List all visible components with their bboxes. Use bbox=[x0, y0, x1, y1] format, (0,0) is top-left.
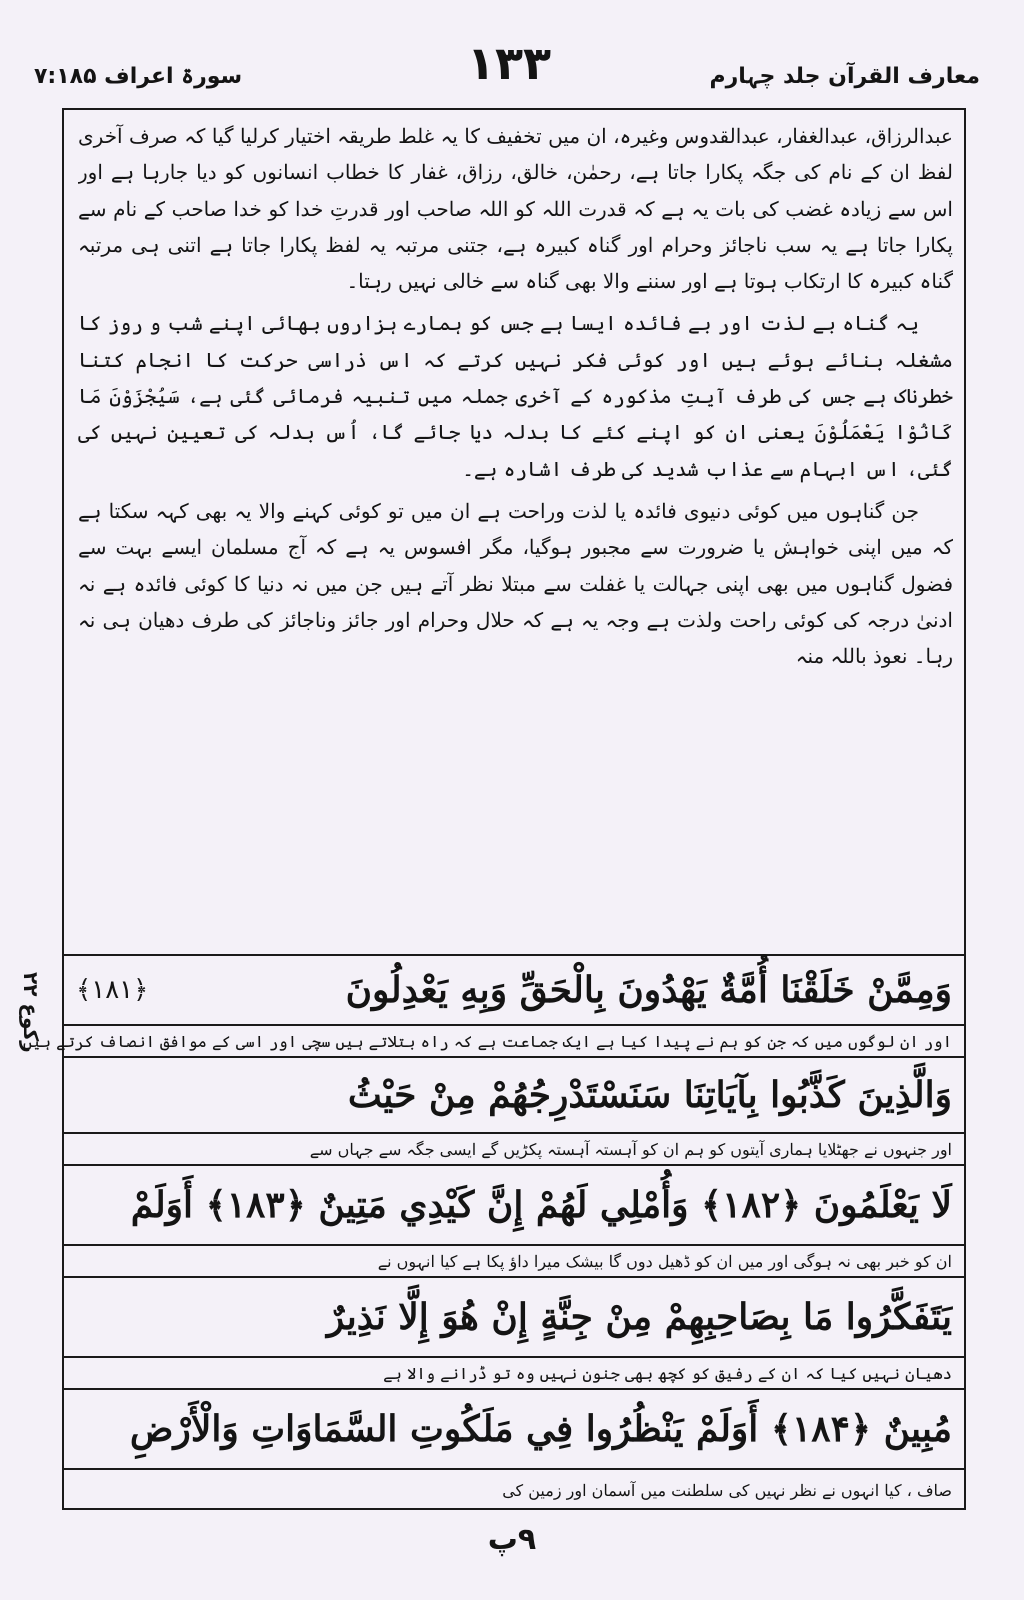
arabic-text: وَمِمَّنْ خَلَقْنَا أُمَّةٌ يَهْدُونَ بِالْحَقِّ وَبِهِ يَعْدِلُونَ bbox=[345, 969, 952, 1011]
translation-line bbox=[22, 1024, 966, 1056]
arabic-text: لَا يَعْلَمُونَ ﴿۱۸۲﴾ وَأُمْلِي لَهُمْ إِنَّ كَيْدِي مَتِينٌ ﴿۱۸۳﴾ أَوَلَمْ bbox=[130, 1184, 952, 1226]
quran-arabic-line bbox=[62, 1276, 966, 1356]
commentary-paragraph: یہ گناہ بے لذت اور بے فائدہ ایسا ہے جس کو ہمارے ہزاروں بھائی اپنے شب و روز کا مشغلہ بنائے ہوئے ہیں اور کوئی فکر نہیں کرتے کہ اس ذراسی حرکت کا انجام کتنا خطرناک ہے جس کی طرف آیتِ مذکورہ کے آخری جملہ میں تنبیہ فرمائی گئی ہے، سَيُجْزَوْنَ مَا كَانُوْا يَعْمَلُوْنَ یعنی ان کو اپنے کئے کا بدلہ دیا جائے گا، اُس بدلہ کی تعیین نہیں کی گئی، اس ابہام سے عذاب شدید کی طرف اشارہ ہے۔ bbox=[78, 311, 953, 481]
quran-arabic-line bbox=[62, 954, 966, 1024]
page-number: ۱۳۳ bbox=[466, 36, 552, 90]
translation-text: صاف ، کیا انہوں نے نظر نہیں کی سلطنت میں آسمان اور زمین کی bbox=[502, 1480, 952, 1500]
translation-line bbox=[62, 1132, 966, 1164]
commentary-paragraph: جن گناہوں میں کوئی دنیوی فائدہ یا لذت وراحت ہے ان میں تو کوئی کہنے والا یہ بھی کہہ سکتا ہے کہ میں اپنی خواہش یا ضرورت سے مجبور ہوگیا، مگر افسوس یہ ہے کہ آج مسلمان ایسے بہت سے فضول گناہوں میں بھی اپنی جہالت یا غفلت سے مبتلا نظر آتے ہیں جن میں نہ دنیا کا کوئی فائدہ ہے نہ ادنیٰ درجہ کی کوئی راحت ولذت ہے وجہ یہ ہے کہ حلال وحرام اور جائز وناجائز کی طرف دھیان ہی نہ رہا۔ نعوذ باللہ منہ bbox=[78, 498, 953, 669]
translation-line bbox=[62, 1244, 966, 1276]
page-header bbox=[30, 36, 988, 108]
ruku-margin-note: رکوع ۲۲ bbox=[19, 971, 43, 1053]
translation-line bbox=[62, 1356, 966, 1388]
book-title: معارف القرآن جلد چہارم bbox=[709, 64, 980, 89]
quran-arabic-line bbox=[62, 1164, 966, 1244]
surah-reference: سورۃ اعراف ۷:۱۸۵ bbox=[34, 64, 243, 89]
translation-text: ان کو خبر بھی نہ ہوگی اور میں ان کو ڈھیل دوں گا بیشک میرا داؤ پکا ہے کیا انہوں نے bbox=[377, 1251, 952, 1271]
translation-text: اور ان لوگوں میں کہ جن کو ہم نے پیدا کیا ہے ایک جماعت ہے کہ راہ بتلاتے ہیں سچی اور اسی کے موافق انصاف کرتے ہیں bbox=[22, 1031, 952, 1051]
translation-text: اور جنہوں نے جھٹلایا ہماری آیتوں کو ہم ان کو آہستہ آہستہ پکڑیں گے ایسی جگہ سے جہاں سے bbox=[309, 1139, 952, 1159]
commentary-paragraph: عبدالرزاق، عبدالغفار، عبدالقدوس وغیرہ، ان میں تخفیف کا یہ غلط طریقہ اختیار کرلیا گیا کہ صرف آخری لفظ ان کے نام کی جگہ پکارا جاتا ہے، رحمٰن، خالق، رزاق، غفار کا خطاب انسانوں کو دیا جارہا ہے اور اس سے زیادہ غضب کی بات یہ ہے کہ قدرت اللہ کو اللہ صاحب اور قدرتِ خدا کو خدا صاحب کے نام سے پکارا جاتا ہے یہ سب ناجائز وحرام اور گناہ کبیرہ ہے، جتنی مرتبہ یہ لفظ پکارا جاتا ہے اتنی ہی مرتبہ گناہ کبیرہ کا ارتکاب ہوتا ہے اور سننے والا بھی گناہ سے خالی نہیں رہتا۔ bbox=[78, 124, 953, 294]
arabic-text: يَتَفَكَّرُوا مَا بِصَاحِبِهِمْ مِنْ جِنَّةٍ إِنْ هُوَ إِلَّا نَذِيرٌ bbox=[326, 1296, 952, 1338]
arabic-text: مُبِينٌ ﴿۱۸۴﴾ أَوَلَمْ يَنْظُرُوا فِي مَلَكُوتِ السَّمَاوَاتِ وَالْأَرْضِ bbox=[129, 1408, 952, 1450]
footer-signature-mark: ۹پ bbox=[487, 1522, 537, 1557]
arabic-text: وَالَّذِينَ كَذَّبُوا بِآيَاتِنَا سَنَسْتَدْرِجُهُمْ مِنْ حَيْثُ bbox=[347, 1074, 952, 1116]
quran-arabic-line bbox=[62, 1056, 966, 1132]
commentary-block bbox=[78, 118, 953, 954]
quran-arabic-line bbox=[62, 1388, 966, 1468]
translation-line bbox=[62, 1468, 966, 1510]
translation-text: دھیان نہیں کیا کہ ان کے رفیق کو کچھ بھی جنون نہیں وہ تو ڈرانے والا ہے bbox=[383, 1363, 952, 1383]
ayah-number-marker: ﴿۱۸۱﴾ bbox=[76, 975, 149, 1005]
